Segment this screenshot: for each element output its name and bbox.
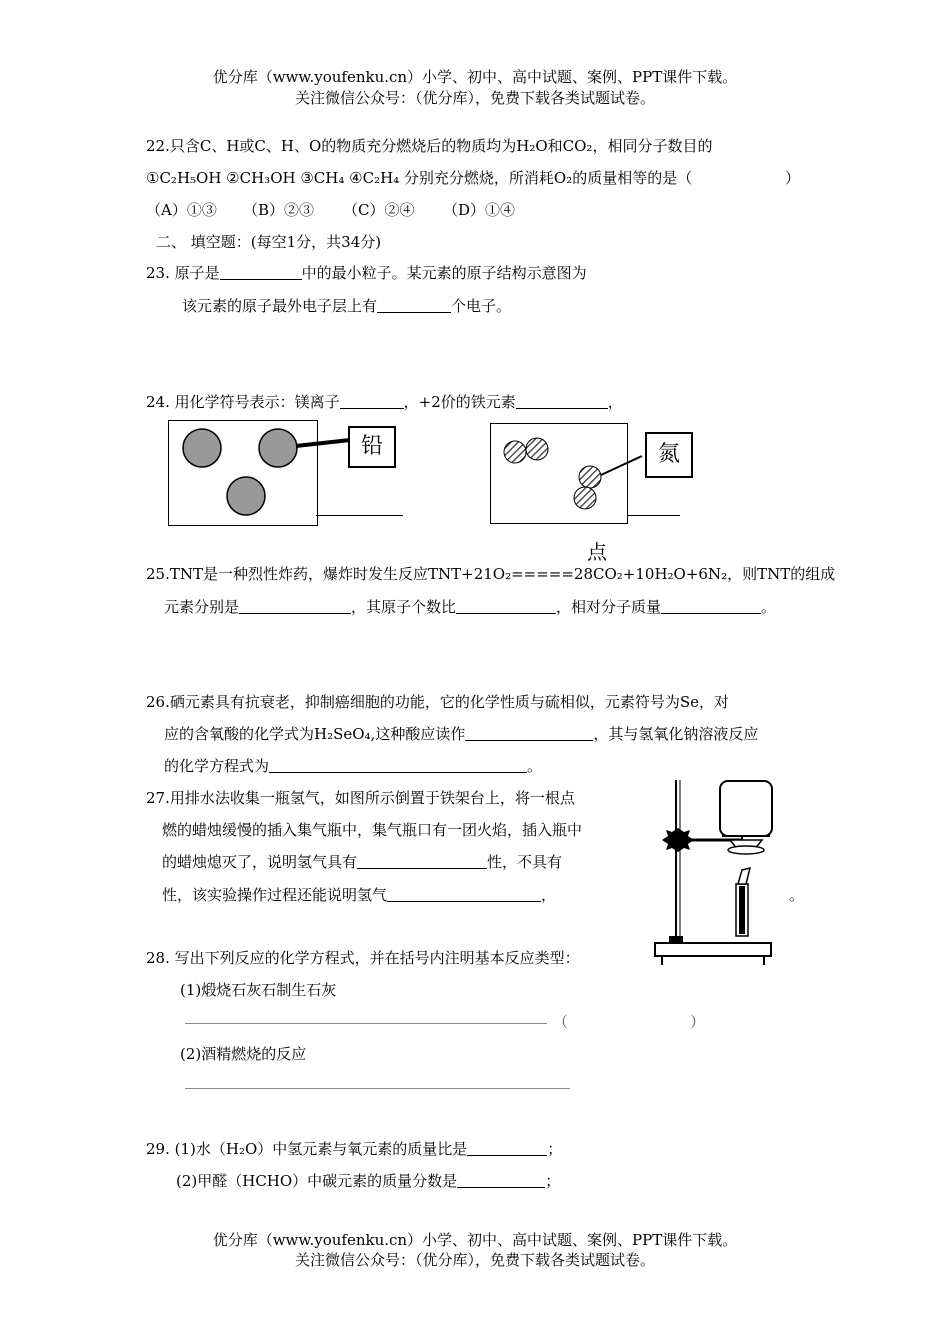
q23-blank-2[interactable]	[377, 297, 451, 313]
stand-base	[655, 943, 771, 956]
q26-line-3	[164, 755, 542, 776]
lead-atom-1	[183, 429, 221, 467]
q25-text-a: 元素分别是	[164, 598, 240, 616]
q24-text-a: 24. 用化学符号表示：镁离子	[146, 393, 340, 411]
q28-answer-line-2[interactable]	[185, 1088, 570, 1089]
q29-text-d: ；	[545, 1172, 561, 1190]
q28-paren-close: ）	[690, 1013, 706, 1031]
q25-line-2	[164, 596, 776, 617]
q23-text-a: 23. 原子是	[146, 264, 220, 282]
q25-text-b: ，其原子个数比	[351, 598, 457, 616]
nitrogen-atom-2	[526, 438, 548, 460]
q25-line-1: 25.TNT是一种烈性炸药，爆炸时发生反应TNT+21O₂=====28CO₂+10H₂O+6N₂，则TNT的组成	[146, 565, 836, 583]
nitrogen-atom-1	[504, 441, 526, 463]
q23-line-2	[182, 295, 511, 316]
candle-flame-icon	[738, 868, 750, 884]
q25-blank-1[interactable]	[239, 598, 351, 614]
q29-text-c: (2)甲醛（HCHO）中碳元素的质量分数是	[176, 1172, 458, 1190]
q27-blank-1[interactable]	[357, 853, 487, 869]
q29-blank-1[interactable]	[467, 1140, 547, 1156]
q28-item-2: (2)酒精燃烧的反应	[180, 1045, 307, 1063]
q26-text-a: 应的含氧酸的化学式为H₂SeO₄,这种酸应读作	[164, 725, 466, 743]
q24-blank-2[interactable]	[516, 393, 608, 409]
q29-text-b: ；	[547, 1140, 563, 1158]
q22-line-2: ①C₂H₅OH ②CH₃OH ③CH₄ ④C₂H₄ 分别充分燃烧，所消耗O₂的质量相等的是（	[146, 169, 693, 187]
q23-text-d: 个电子。	[451, 297, 512, 315]
q26-text-d: 。	[527, 757, 543, 775]
q22-option-c: （C）②④	[343, 201, 415, 219]
q27-text-c: 性，该实验操作过程还能说明氢气	[162, 886, 388, 904]
q27-line-3	[162, 851, 562, 872]
q26-text-b: ，其与氢氧化钠溶液反应	[593, 725, 759, 743]
q27-line-1: 27.用排水法收集一瓶氢气，如图所示倒置于铁架台上，将一根点	[146, 789, 575, 807]
fig1-answer-line[interactable]	[316, 515, 403, 516]
nitrogen-figure-box	[491, 424, 628, 524]
q22-option-a: （A）①③	[146, 201, 217, 219]
nitrogen-atom-3	[579, 466, 601, 488]
header-line-2: 关注微信公众号：（优分库），免费下载各类试题试卷。	[294, 89, 655, 107]
candle	[739, 886, 745, 934]
q29-blank-2[interactable]	[457, 1172, 545, 1188]
q23-text-b: 中的最小粒子。某元素的原子结构示意图为	[301, 264, 587, 282]
q22-line-1: 22.只含C、H或C、H、O的物质充分燃烧后的物质均为H₂O和CO₂，相同分子数目的	[146, 137, 713, 155]
q26-line-1: 26.硒元素具有抗衰老，抑制癌细胞的功能，它的化学性质与硫相似，元素符号为Se，对	[146, 693, 730, 711]
q28-answer-line-1[interactable]	[185, 1023, 547, 1024]
q22-option-d: （D）①④	[443, 201, 516, 219]
q27-blank-2[interactable]	[387, 886, 541, 902]
q23-line-1	[146, 262, 587, 283]
q22-option-b: （B）②③	[243, 201, 315, 219]
q27-text-a: 的蜡烛熄灭了，说明氢气具有	[162, 853, 358, 871]
q25-text-d: 。	[761, 598, 777, 616]
q26-text-c: 的化学方程式为	[164, 757, 270, 775]
lead-atom-2	[259, 429, 297, 467]
iron-stand-apparatus	[650, 770, 780, 970]
fig2-answer-line[interactable]	[628, 515, 680, 516]
q26-line-2	[164, 723, 758, 744]
q26-blank-2[interactable]	[269, 757, 527, 773]
q25-blank-3[interactable]	[661, 598, 761, 614]
q25-text-c: ，相对分子质量	[556, 598, 662, 616]
q23-text-c: 该元素的原子最外电子层上有	[182, 297, 378, 315]
q27-line-4	[162, 884, 556, 905]
q28-item-1: (1)煅烧石灰石制生石灰	[180, 981, 337, 999]
gas-jar	[720, 781, 772, 836]
q24-text-c: ，	[607, 393, 623, 411]
fig2-caption: 点	[587, 540, 607, 564]
q28-title: 28. 写出下列反应的化学方程式，并在括号内注明基本反应类型：	[146, 949, 580, 967]
q27-text-b: 性，不具有	[487, 853, 563, 871]
q23-blank-1[interactable]	[220, 264, 302, 280]
q26-blank-1[interactable]	[465, 725, 593, 741]
q29-text-a: 29. (1)水（H₂O）中氢元素与氧元素的质量比是	[146, 1140, 468, 1158]
q27-text-d: ，	[541, 886, 557, 904]
section-2-title: 二、 填空题：(每空1分，共34分)	[156, 233, 382, 251]
lead-label-box: 铅	[348, 426, 396, 468]
nitrogen-label-box: 氮	[645, 432, 693, 478]
lead-pointer-line	[296, 440, 350, 446]
q24-line	[146, 391, 623, 412]
q24-text-b: ，+2价的铁元素	[403, 393, 516, 411]
q25-blank-2[interactable]	[456, 598, 556, 614]
q22-line-2-end: ）	[785, 169, 801, 187]
q24-blank-1[interactable]	[340, 393, 404, 409]
lead-atom-3	[227, 477, 265, 515]
q28-paren-open: （	[553, 1013, 569, 1031]
q29-line-2	[176, 1170, 560, 1191]
header-line-1: 优分库（www.youfenku.cn）小学、初中、高中试题、案例、PPT课件下载。	[212, 68, 738, 86]
footer-line-2: 关注微信公众号：（优分库），免费下载各类试题试卷。	[294, 1251, 655, 1269]
q27-line-4-end: 。	[789, 886, 805, 904]
q27-line-2: 燃的蜡烛缓慢的插入集气瓶中，集气瓶口有一团火焰，插入瓶中	[162, 821, 583, 839]
q29-line-1	[146, 1138, 562, 1159]
footer-line-1: 优分库（www.youfenku.cn）小学、初中、高中试题、案例、PPT课件下载。	[212, 1231, 738, 1249]
nitrogen-atom-4	[574, 487, 596, 509]
